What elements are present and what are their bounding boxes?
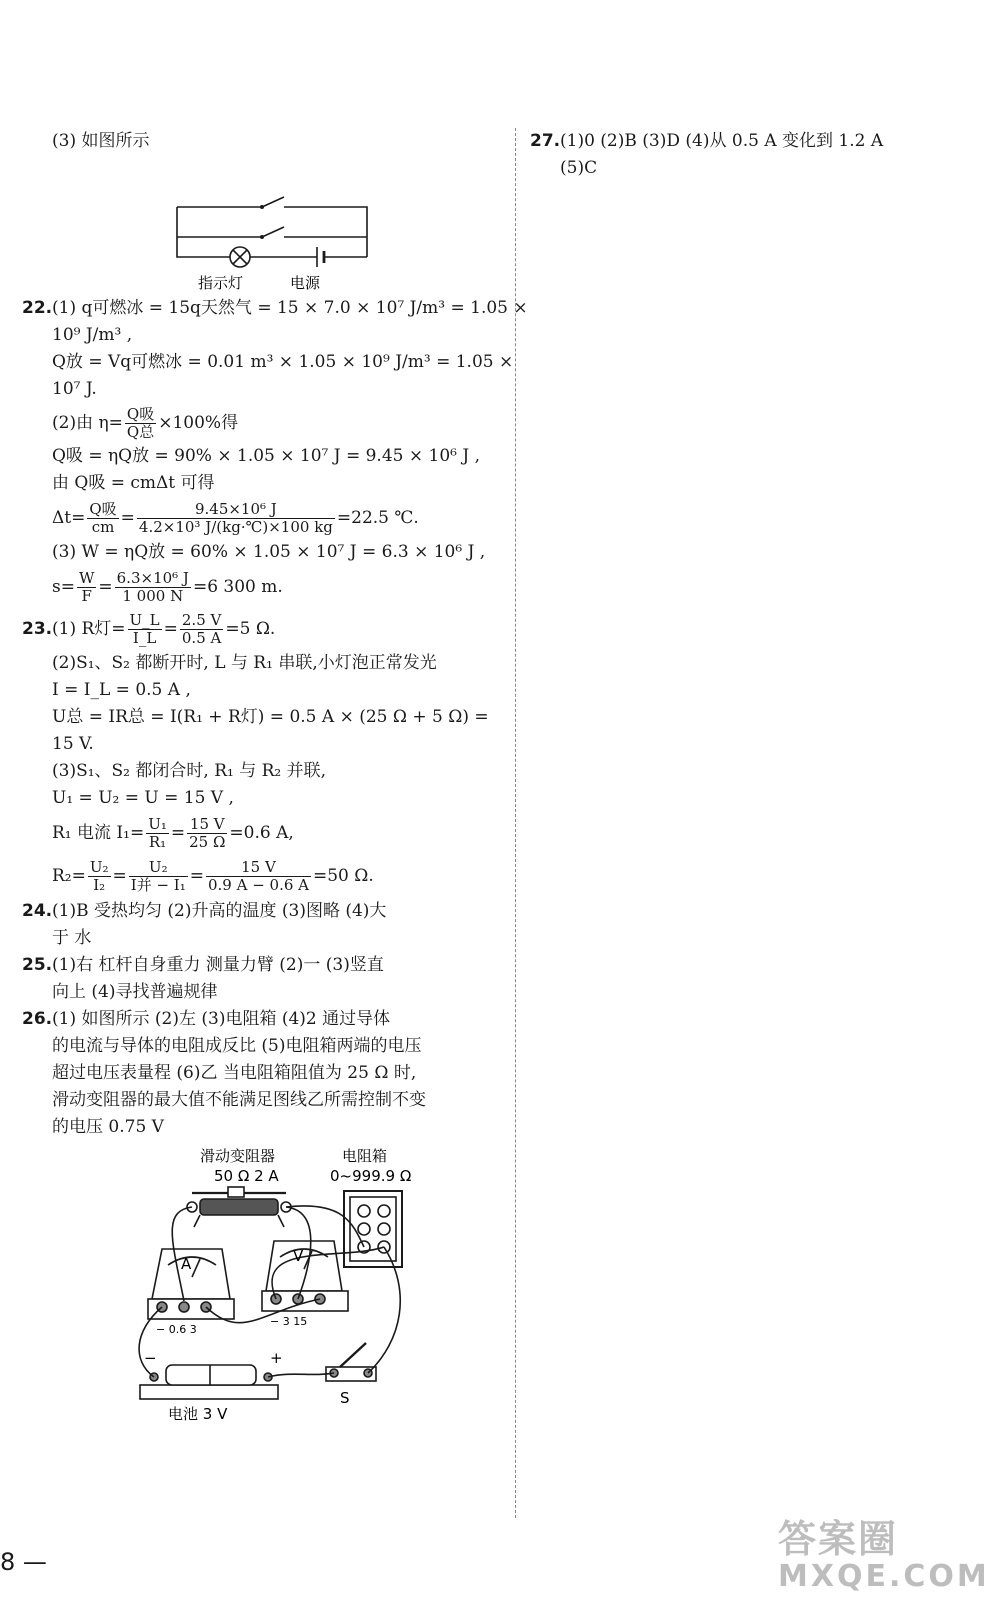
watermark-text-1: 答案圈 (778, 1517, 899, 1561)
q22-line2: 10⁹ J/m³ , (52, 325, 133, 345)
q22-line1: 22.(1) q可燃冰 = 15q天然气 = 15 × 7.0 × 10⁷ J/m³ = 1.05 × (22, 295, 500, 322)
ammeter-letter: A (181, 1255, 192, 1273)
circuit-diagram-2 (22, 1141, 500, 1426)
q27-number: 27. (530, 131, 561, 151)
fraction: $\frac{\text{Q吸}}{\text{Q总}}$ (126, 405, 155, 441)
q22-line3: Q放 = Vq可燃冰 = 0.01 m³ × 1.05 × 10⁹ J/m³ = 1.05 × (52, 352, 514, 372)
circuit-diagram-1 (22, 155, 500, 295)
q22-line4: 10⁷ J. (52, 379, 97, 399)
q25-line2: 向上 (4)寻找普遍规律 (52, 982, 218, 1002)
watermark-logo (778, 1508, 990, 1594)
q26-line1: 26.(1) 如图所示 (2)左 (3)电阻箱 (4)2 通过导体 (22, 1006, 500, 1033)
q27-line2: (5)C (560, 158, 598, 178)
q23-line9: R₂= $\frac{\text{U₂}}{\text{I₂}}$ = $\frac{\text{U₂}}{\text{I并 − I₁}}$ = $\frac{15 V}{0.9 A - 0.6 A}$ =50 Ω. (52, 858, 374, 894)
q26-line2: 的电流与导体的电阻成反比 (5)电阻箱两端的电压 (52, 1036, 422, 1056)
q23-line5: 15 V. (52, 734, 94, 754)
q22-line9: (3) W = ηQ放 = 60% × 1.05 × 10⁷ J = 6.3 × 10⁶ J , (52, 542, 486, 562)
lamp-label: 指示灯 (198, 274, 244, 292)
q25-number: 25. (22, 955, 53, 975)
q22-line7: 由 Q吸 = cmΔt 可得 (52, 473, 215, 493)
circuit-1-svg (22, 155, 500, 295)
q23-number: 23. (22, 619, 53, 639)
rheostat-spec: 50 Ω 2 A (214, 1167, 279, 1185)
q26-line5: 的电压 0.75 V (52, 1117, 164, 1137)
q22-line6: Q吸 = ηQ放 = 90% × 1.05 × 10⁷ J = 9.45 × 10⁶ J , (52, 446, 480, 466)
q26-line4: 滑动变阻器的最大值不能满足图线乙所需控制不变 (52, 1090, 426, 1110)
battery-minus: − (144, 1349, 157, 1367)
q26-number: 26. (22, 1009, 53, 1029)
q24-line2: 于 水 (52, 928, 92, 948)
q24-number: 24. (22, 901, 53, 921)
q22-line10: s= $\frac{W}{F}$ = $\frac{\text{6.3×10⁶ J}}{1 000 N}$ =6 300 m. (52, 569, 283, 605)
q23-line4: U总 = IR总 = I(R₁ + R灯) = 0.5 A × (25 Ω + 5 Ω) = (52, 707, 489, 727)
q21-part3: (3) 如图所示 (52, 131, 150, 151)
q23-line1: 23.(1) R灯= $\frac{U\_L}{I\_L}$ = $\frac{2.5 V}{0.5 A}$ =5 Ω. (22, 608, 500, 650)
watermark-text-2: MXQE.COM (778, 1559, 990, 1594)
q22-line8: Δt= $\frac{\text{Q吸}}{cm}$ = $\frac{\text{9.45×10⁶ J}}{\text{4.2×10³ J/(kg·℃)×100 kg}}$ =22.5 ℃. (52, 500, 419, 536)
left-column (22, 128, 528, 1426)
q24-line1: 24.(1)B 受热均匀 (2)升高的温度 (3)图略 (4)大 (22, 898, 500, 925)
column-divider (515, 128, 516, 1518)
voltmeter-terminals: − 3 15 (270, 1315, 308, 1328)
rheostat-label: 滑动变阻器 (200, 1147, 276, 1165)
switch-label: S (340, 1389, 350, 1407)
circuit-2-svg (22, 1141, 500, 1426)
ammeter-terminals: − 0.6 3 (156, 1323, 197, 1336)
page-number: 8 — (0, 1548, 47, 1576)
q23-line6: (3)S₁、S₂ 都闭合时, R₁ 与 R₂ 并联, (52, 761, 327, 781)
voltmeter-letter: V (293, 1247, 304, 1265)
q23-line3: I = I_L = 0.5 A , (52, 680, 191, 700)
source-label: 电源 (290, 274, 321, 292)
q23-line2: (2)S₁、S₂ 都断开时, L 与 R₁ 串联,小灯泡正常发光 (52, 653, 437, 673)
q27-line1: 27.(1)0 (2)B (3)D (4)从 0.5 A 变化到 1.2 A (530, 128, 970, 155)
battery-plus: + (270, 1349, 283, 1367)
resistance-box-range: 0~999.9 Ω (330, 1167, 412, 1185)
right-column (530, 128, 970, 182)
q25-line1: 25.(1)右 杠杆自身重力 测量力臂 (2)一 (3)竖直 (22, 952, 500, 979)
q22-number: 22. (22, 298, 53, 318)
q26-line3: 超过电压表量程 (6)乙 当电阻箱阻值为 25 Ω 时, (52, 1063, 417, 1083)
q23-line7: U₁ = U₂ = U = 15 V , (52, 788, 234, 808)
battery-label: 电池 3 V (168, 1405, 228, 1423)
q23-line8: R₁ 电流 I₁= $\frac{\text{U₁}}{\text{R₁}}$ = $\frac{15 V}{25 \Omega}$ =0.6 A, (52, 815, 294, 851)
resistance-box-label: 电阻箱 (342, 1147, 388, 1165)
q22-line5: (2)由 η= $\frac{\text{Q吸}}{\text{Q总}}$ ×100%得 (52, 405, 239, 441)
